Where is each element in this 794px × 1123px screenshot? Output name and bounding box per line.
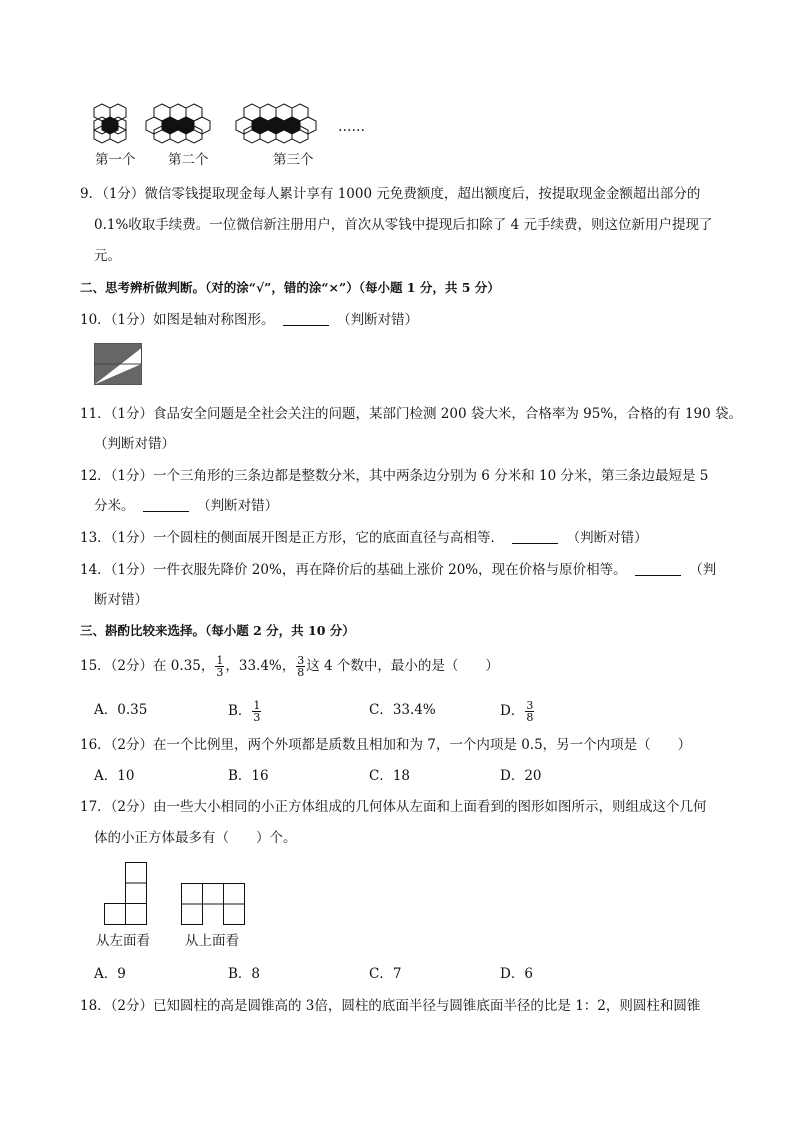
q15-option-b-fraction	[252, 700, 261, 723]
q12-tail: （判断对错）	[197, 498, 279, 514]
q15-f1-num: 1	[216, 654, 224, 667]
q17-option-a[interactable]: A．9	[94, 966, 126, 982]
q17-top-view-figure	[181, 883, 245, 925]
q15-option-a[interactable]: A．0.35	[94, 702, 148, 718]
q10-question	[80, 310, 418, 330]
q12-line-1: 12．（1分）一个三角形的三条边都是整数分米，其中两条边分别为 6 分米和 10 分米，第三条边最短是 5	[80, 468, 709, 484]
q12-line-2	[94, 496, 278, 516]
q9-line-1: 9．（1分）微信零钱提取现金每人累计享有 1000 元免费额度，超出额度后，按提取现金金额超出部分的	[80, 186, 701, 202]
hexagon-group-2	[146, 104, 210, 143]
q15-question	[80, 655, 499, 678]
hexagon-group-3	[236, 104, 316, 143]
q15-option-d-fraction	[525, 700, 534, 723]
q9-line-3: 元。	[94, 248, 121, 264]
hex-caption-2: 第二个	[168, 152, 209, 168]
q15-option-b-label: B．	[228, 703, 252, 719]
q11-line-2: （判断对错）	[94, 436, 175, 452]
q15-optd-num: 3	[526, 699, 534, 712]
q15-optb-num: 1	[253, 699, 261, 712]
hex-ellipsis: ……	[338, 119, 365, 135]
q15-option-d[interactable]	[500, 700, 535, 723]
q14-line-2: 断对错）	[94, 592, 148, 608]
q10-text: 10．（1分）如图是轴对称图形。	[80, 312, 275, 328]
q12-answer-blank[interactable]	[143, 497, 189, 512]
q11-line-1: 11．（1分）食品安全问题是全社会关注的问题，某部门检测 200 袋大米，合格率为 95%，合格的有 190 袋。	[80, 406, 743, 422]
q10-answer-blank[interactable]	[283, 311, 329, 326]
q10-tail: （判断对错）	[337, 312, 419, 328]
q15-f2-num: 3	[297, 654, 305, 667]
q16-option-b[interactable]: B．16	[228, 768, 269, 784]
q15-fraction-2	[296, 655, 305, 678]
q13-text: 13．（1分）一个圆柱的侧面展开图是正方形，它的底面直径与高相等．	[80, 530, 505, 546]
q15-f2-den: 8	[297, 666, 305, 679]
q17-left-view-caption: 从左面看	[96, 933, 150, 949]
q15-prefix: 15．（2分）在 0.35，	[80, 658, 215, 674]
q14-tail: （判	[689, 562, 717, 578]
q15-f1-den: 3	[216, 666, 224, 679]
q17-option-d[interactable]: D．6	[500, 966, 533, 982]
q15-optd-den: 8	[526, 711, 534, 724]
section-2-title: 二、思考辨析做判断。（对的涂“√”，错的涂“×”）（每小题 1 分，共 5 分）	[80, 280, 500, 295]
q13-tail: （判断对错）	[566, 530, 648, 546]
q15-mid: ，33.4%，	[225, 658, 296, 674]
q16-question: 16．（2分）在一个比例里，两个外项都是质数且相加和为 7，一个内项是 0.5，另一个内项是（ ）	[80, 737, 692, 753]
q13-answer-blank[interactable]	[512, 529, 558, 544]
q17-line-2: 体的小正方体最多有（ ）个。	[94, 830, 297, 846]
q15-suffix: 这 4 个数中，最小的是（ ）	[306, 658, 499, 674]
q17-left-view-figure	[104, 862, 148, 925]
q9-line-2: 0.1%收取手续费。一位微信新注册用户，首次从零钱中提现后扣除了 4 元手续费，则这位新用户提现了	[94, 217, 713, 233]
q12-line-2-text: 分米。	[94, 498, 135, 514]
q15-fraction-1	[215, 655, 224, 678]
hexagon-group-1	[94, 104, 126, 143]
q15-option-c[interactable]: C．33.4%	[369, 702, 436, 718]
q16-option-d[interactable]: D．20	[500, 768, 542, 784]
q17-option-c[interactable]: C．7	[369, 966, 402, 982]
hex-caption-1: 第一个	[95, 152, 136, 168]
q17-line-1: 17．（2分）由一些大小相同的小正方体组成的几何体从左面和上面看到的图形如图所示，则组成这个几何	[80, 799, 707, 815]
q16-option-a[interactable]: A．10	[94, 768, 135, 784]
q15-option-b[interactable]	[228, 700, 262, 723]
q16-option-c[interactable]: C．18	[369, 768, 411, 784]
q15-option-d-label: D．	[500, 703, 525, 719]
q14-line-1-text: 14．（1分）一件衣服先降价 20%，再在降价后的基础上涨价 20%，现在价格与原价相等。	[80, 562, 627, 578]
q18-line-1: 18．（2分）已知圆柱的高是圆锥高的 3倍，圆柱的底面半径与圆锥底面半径的比是 1：2，则圆柱和圆锥	[80, 998, 701, 1014]
q10-z-shape-figure	[94, 343, 142, 385]
q17-option-b[interactable]: B．8	[228, 966, 261, 982]
q13-question	[80, 528, 648, 548]
hex-caption-3: 第三个	[273, 152, 314, 168]
q15-optb-den: 3	[253, 711, 261, 724]
q14-answer-blank[interactable]	[635, 561, 681, 576]
q14-line-1	[80, 560, 716, 580]
section-3-title: 三、斟酌比较来选择。（每小题 2 分，共 10 分）	[80, 623, 355, 638]
q17-top-view-caption: 从上面看	[185, 933, 239, 949]
